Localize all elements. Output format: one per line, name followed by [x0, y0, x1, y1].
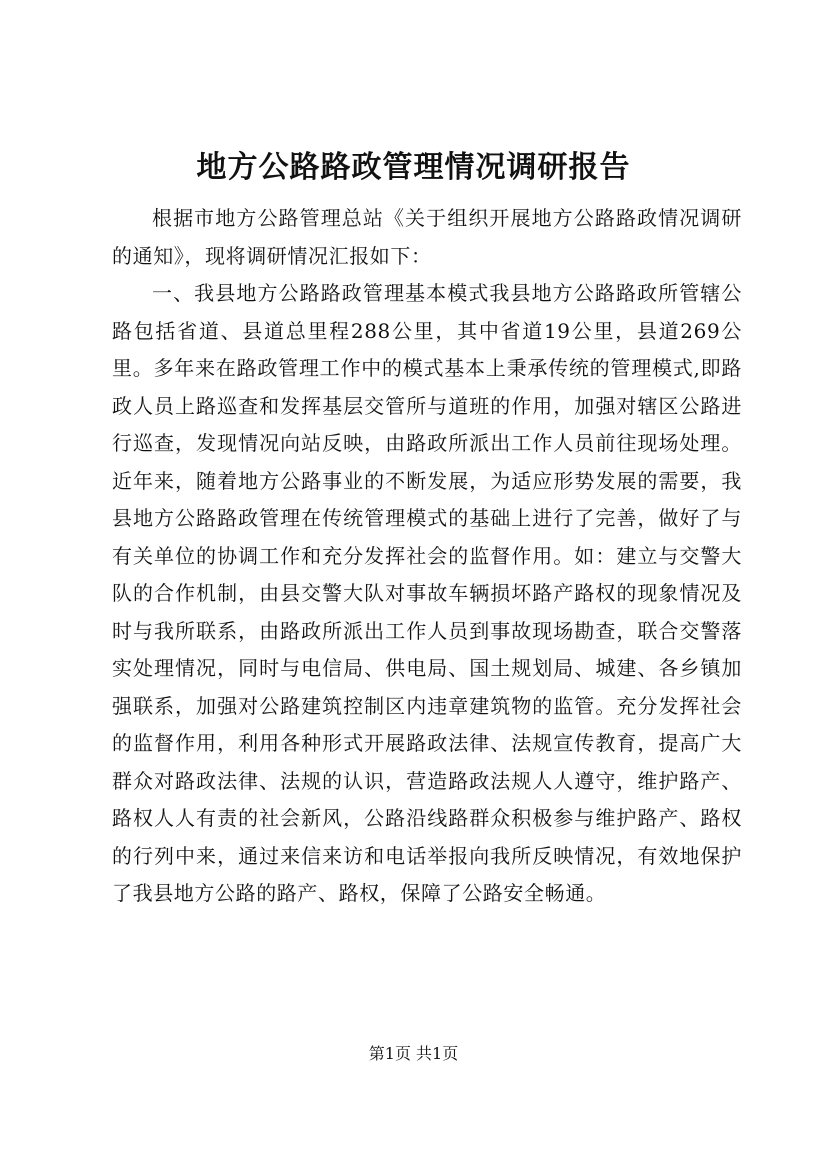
document-body	[112, 200, 742, 913]
page-number-footer: 第1页 共1页	[368, 1044, 459, 1063]
intro-paragraph: 根据市地方公路管理总站《关于组织开展地方公路路政情况调研的通知》，现将调研情况汇报如下：	[112, 206, 742, 268]
document-title: 地方公路路政管理情况调研报告	[196, 150, 631, 185]
section-one-paragraph: 一、我县地方公路路政管理基本模式我县地方公路路政所管辖公路包括省道、县道总里程288公里，其中省道19公里，县道269公里。多年来在路政管理工作中的模式基本上秉承传统的管理模式,即路政人员上路巡查和发挥基层交管所与道班的作用，加强对辖区公路进行巡查，发现情况向站反映，由路政所派出工作人员前往现场处理。近年来，随着地方公路事业的不断发展，为适应形势发展的需要，我县地方公路路政管理在传统管理模式的基础上进行了完善，做好了与有关单位的协调工作和充分发挥社会的监督作用。如：建立与交警大队的合作机制，由县交警大队对事故车辆损坏路产路权的现象情况及时与我所联系，由路政所派出工作人员到事故现场勘查，联合交警落实处理情况，同时与电信局、供电局、国土规划局、城建、各乡镇加强联系，加强对公路建筑控制区内违章建筑物的监管。充分发挥社会的监督作用，利用各种形式开展路政法律、法规宣传教育，提高广大群众对路政法律、法规的认识，营造路政法规人人遵守，维护路产、路权人人有责的社会新风，公路沿线路群众积极参与维护路产、路权的行列中来，通过来信来访和电话举报向我所反映情况，有效地保护了我县地方公路的路产、路权，保障了公路安全畅通。	[112, 281, 742, 905]
